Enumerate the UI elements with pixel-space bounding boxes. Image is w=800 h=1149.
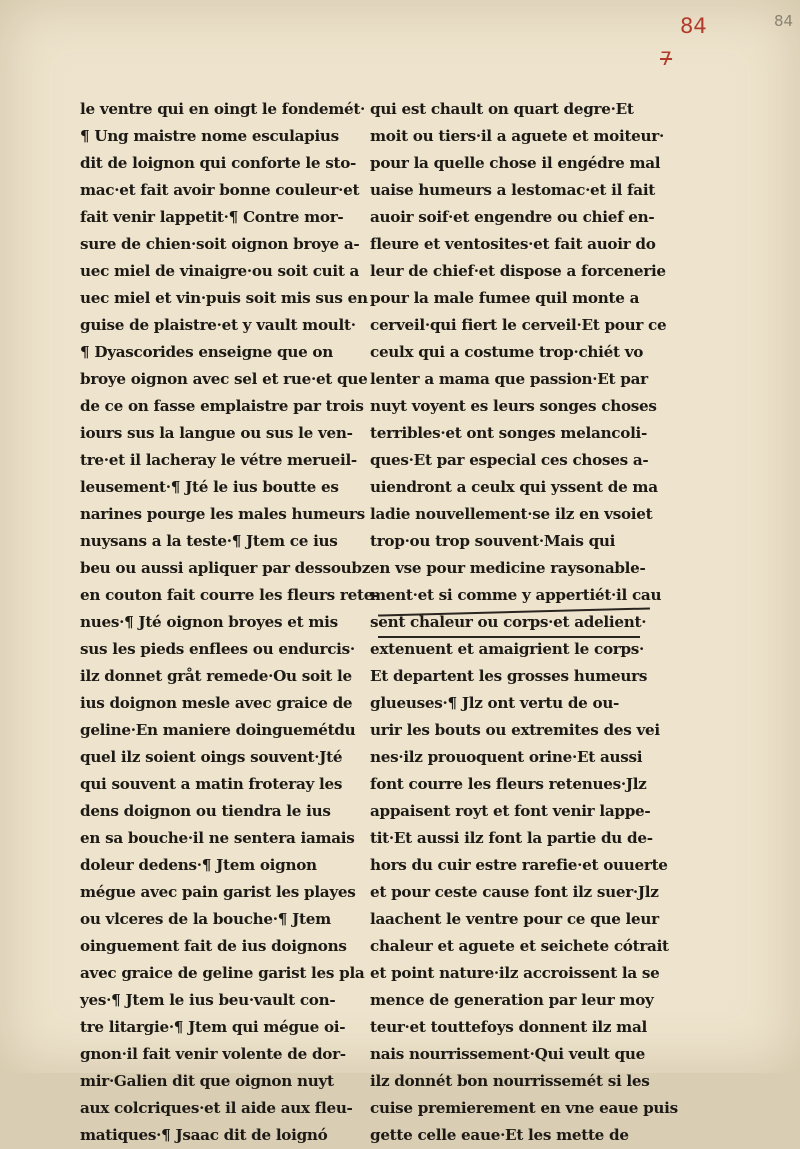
text-line: beu ou aussi apliquer par dessoubz xyxy=(80,559,371,577)
text-line: ment·et si comme y appertiét·il cau xyxy=(370,586,662,604)
text-line: ceulx qui a costume trop·chiét vo xyxy=(370,343,644,361)
text-line: dit de loignon qui conforte le sto- xyxy=(80,154,357,172)
text-line: ques·Et par especial ces choses a- xyxy=(370,451,649,469)
text-line: Et departent les grosses humeurs xyxy=(370,667,648,685)
text-line: guise de plaistre·et y vault moult· xyxy=(80,316,356,334)
text-line: sure de chien·soit oignon broye a- xyxy=(80,235,360,253)
text-line: yes·¶ Jtem le ius beu·vault con- xyxy=(80,991,336,1009)
pencil-folio-number: 84 xyxy=(774,12,794,30)
text-line: qui souvent a matin froteray les xyxy=(80,775,343,793)
right-text-column xyxy=(370,96,678,1149)
text-line: ilz donnét bon nourrissemét si les xyxy=(370,1072,650,1090)
text-line: appaisent royt et font venir lappe- xyxy=(370,802,651,820)
text-line: ilz donnet gråt remede·Ou soit le xyxy=(80,667,352,685)
text-line: avec graice de geline garist les pla xyxy=(80,964,365,982)
text-line: et pour ceste cause font ilz suer·Jlz xyxy=(370,883,659,901)
text-line: nuyt voyent es leurs songes choses xyxy=(370,397,657,415)
text-line: pour la male fumee quil monte a xyxy=(370,289,640,307)
text-line: sent chaleur ou corps·et adelient· xyxy=(370,613,647,631)
text-line: hors du cuir estre rarefie·et ouuerte xyxy=(370,856,668,874)
text-line: gette celle eaue·Et les mette de xyxy=(370,1126,629,1144)
folio-number: 84 xyxy=(680,14,707,38)
text-line: fait venir lappetit·¶ Contre mor- xyxy=(80,208,344,226)
text-line: qui est chault on quart degre·Et xyxy=(370,100,634,118)
text-line: gnon·il fait venir volente de dor- xyxy=(80,1045,346,1063)
text-line: ou vlceres de la bouche·¶ Jtem xyxy=(80,910,331,928)
text-line: ¶ Dyascorides enseigne que on xyxy=(80,343,333,361)
text-line: trop·ou trop souvent·Mais qui xyxy=(370,532,616,550)
text-line: narines pourge les males humeurs xyxy=(80,505,365,523)
text-line: uec miel de vinaigre·ou soit cuit a xyxy=(80,262,360,280)
text-line: mégue avec pain garist les playes xyxy=(80,883,356,901)
text-line: mac·et fait avoir bonne couleur·et xyxy=(80,181,360,199)
text-line: uiendront a ceulx qui yssent de ma xyxy=(370,478,658,496)
text-line: uec miel et vin·puis soit mis sus en xyxy=(80,289,368,307)
struck-folio-number: 7 xyxy=(660,48,673,70)
text-line: urir les bouts ou extremites des vei xyxy=(370,721,660,739)
text-line: en vse pour medicine raysonable- xyxy=(370,559,646,577)
text-line: leusement·¶ Jté le ius boutte es xyxy=(80,478,339,496)
text-line: aux colcriques·et il aide aux fleu- xyxy=(80,1099,353,1117)
text-line: sus les pieds enflees ou endurcis· xyxy=(80,640,355,658)
text-line: oinguement fait de ius doignons xyxy=(80,937,347,955)
text-line: uaise humeurs a lestomac·et il fait xyxy=(370,181,656,199)
text-line: iours sus la langue ou sus le ven- xyxy=(80,424,353,442)
text-line: le ventre qui en oingt le fondemét· xyxy=(80,100,366,118)
underline-rule xyxy=(378,636,640,638)
text-line: nes·ilz prouoquent orine·Et aussi xyxy=(370,748,643,766)
text-line: lenter a mama que passion·Et par xyxy=(370,370,648,388)
text-line: cerveil·qui fiert le cerveil·Et pour ce xyxy=(370,316,667,334)
text-line: extenuent et amaigrient le corps· xyxy=(370,640,645,658)
text-line: cuise premierement en vne eaue puis xyxy=(370,1099,678,1117)
text-line: ¶ Ung maistre nome esculapius xyxy=(80,127,339,145)
text-line: doleur dedens·¶ Jtem oignon xyxy=(80,856,317,874)
text-line: laachent le ventre pour ce que leur xyxy=(370,910,659,928)
text-line: auoir soif·et engendre ou chief en- xyxy=(370,208,655,226)
text-line: matiques·¶ Jsaac dit de loignó xyxy=(80,1126,328,1144)
text-line: tre·et il lacheray le vétre merueil- xyxy=(80,451,357,469)
text-line: leur de chief·et dispose a forcenerie xyxy=(370,262,666,280)
text-line: ius doignon mesle avec graice de xyxy=(80,694,353,712)
text-line: nais nourrissement·Qui veult que xyxy=(370,1045,645,1063)
text-line: glueuses·¶ Jlz ont vertu de ou- xyxy=(370,694,620,712)
text-line: ladie nouvellement·se ilz en vsoiet xyxy=(370,505,653,523)
text-line: teur·et touttefoys donnent ilz mal xyxy=(370,1018,647,1036)
text-line: moit ou tiers·il a aguete et moiteur· xyxy=(370,127,664,145)
text-line: fleure et ventosites·et fait auoir do xyxy=(370,235,656,253)
left-text-column xyxy=(80,96,380,1149)
text-line: en couton fait courre les fleurs rete- xyxy=(80,586,380,604)
text-line: geline·En maniere doinguemétdu xyxy=(80,721,356,739)
text-line: tit·Et aussi ilz font la partie du de- xyxy=(370,829,653,847)
text-line: et point nature·ilz accroissent la se xyxy=(370,964,660,982)
text-line: terribles·et ont songes melancoli- xyxy=(370,424,648,442)
text-line: de ce on fasse emplaistre par trois xyxy=(80,397,364,415)
text-line: en sa bouche·il ne sentera iamais xyxy=(80,829,355,847)
text-line: nuysans a la teste·¶ Jtem ce ius xyxy=(80,532,338,550)
text-line: tre litargie·¶ Jtem qui mégue oi- xyxy=(80,1018,346,1036)
text-line: mence de generation par leur moy xyxy=(370,991,654,1009)
text-line: mir·Galien dit que oignon nuyt xyxy=(80,1072,334,1090)
text-line: nues·¶ Jté oignon broyes et mis xyxy=(80,613,338,631)
text-line: dens doignon ou tiendra le ius xyxy=(80,802,331,820)
text-line: font courre les fleurs retenues·Jlz xyxy=(370,775,647,793)
text-line: broye oignon avec sel et rue·et que xyxy=(80,370,368,388)
text-line: pour la quelle chose il engédre mal xyxy=(370,154,661,172)
text-line: chaleur et aguete et seichete cótrait xyxy=(370,937,669,955)
text-line: quel ilz soient oings souvent·Jté xyxy=(80,748,343,766)
